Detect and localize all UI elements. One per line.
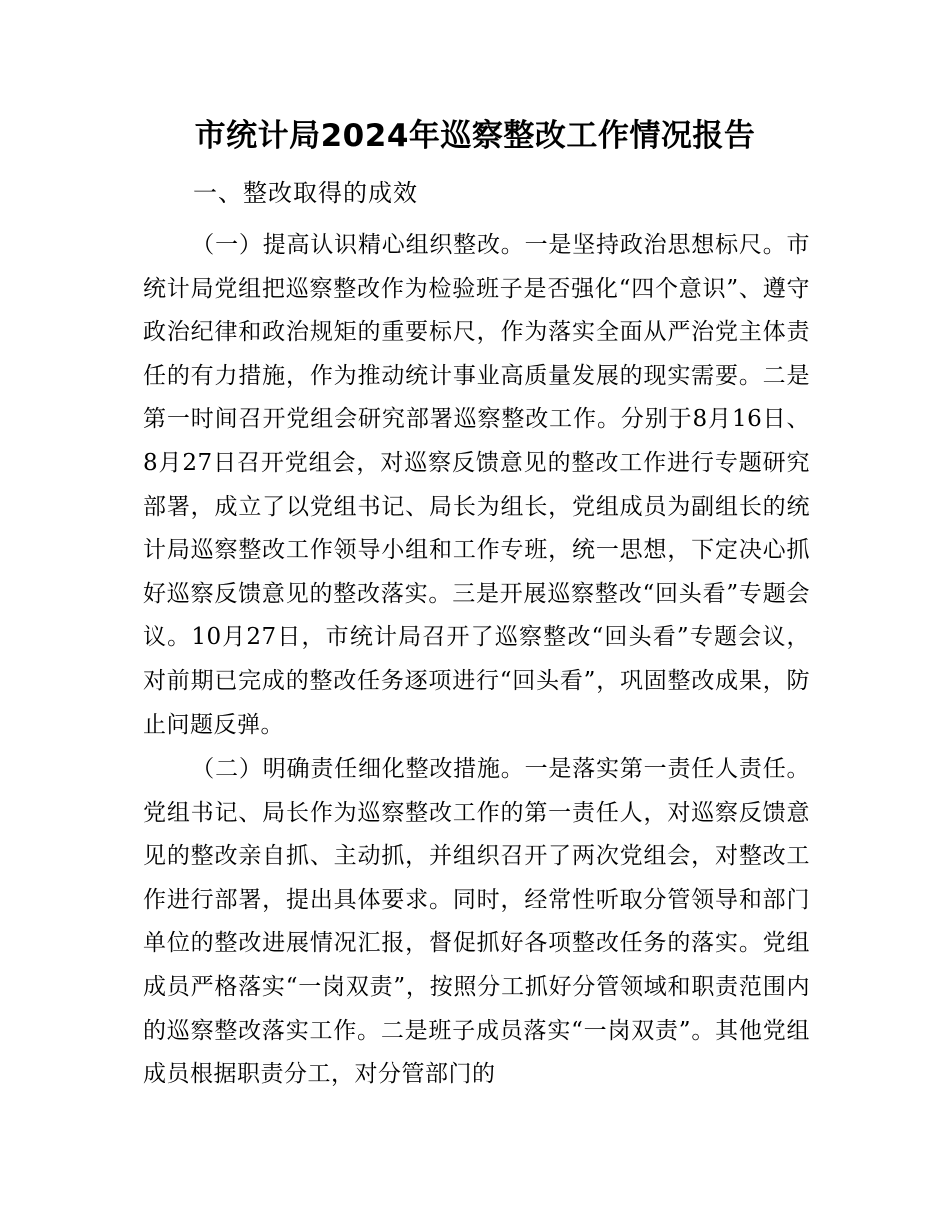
- document-title: 市统计局2024年巡察整改工作情况报告: [194, 118, 756, 154]
- body-paragraph-2: （二）明确责任细化整改措施。一是落实第一责任人责任。党组书记、局长作为巡察整改工作的第一责任人，对巡察反馈意见的整改亲自抓、主动抓，并组织召开了两次党组会，对整改工作进行部署，提出具体要求。同时，经常性听取分管领导和部门单位的整改进展情况汇报，督促抓好各项整改任务的落实。党组成员严格落实“一岗双责”，按照分工抓好分管领域和职责范围内的巡察整改落实工作。二是班子成员落实“一岗双责”。其他党组成员根据职责分工，对分管部门的: [143, 756, 810, 1088]
- body-paragraph-1: （一）提高认识精心组织整改。一是坚持政治思想标尺。市统计局党组把巡察整改作为检验班子是否强化“四个意识”、遵守政治纪律和政治规矩的重要标尺，作为落实全面从严治党主体责任的有力措施，作为推动统计事业高质量发展的现实需要。二是第一时间召开党组会研究部署巡察整改工作。分别于8月16日、8月27日召开党组会，对巡察反馈意见的整改工作进行专题研究部署，成立了以党组书记、局长为组长，党组成员为副组长的统计局巡察整改工作领导小组和工作专班，统一思想，下定决心抓好巡察反馈意见的整改落实。三是开展巡察整改“回头看”专题会议。10月27日，市统计局召开了巡察整改“回头看”专题会议，对前期已完成的整改任务逐项进行“回头看”，巩固整改成果，防止问题反弹。: [143, 232, 810, 738]
- section-heading: 一、整改取得的成效: [193, 179, 418, 207]
